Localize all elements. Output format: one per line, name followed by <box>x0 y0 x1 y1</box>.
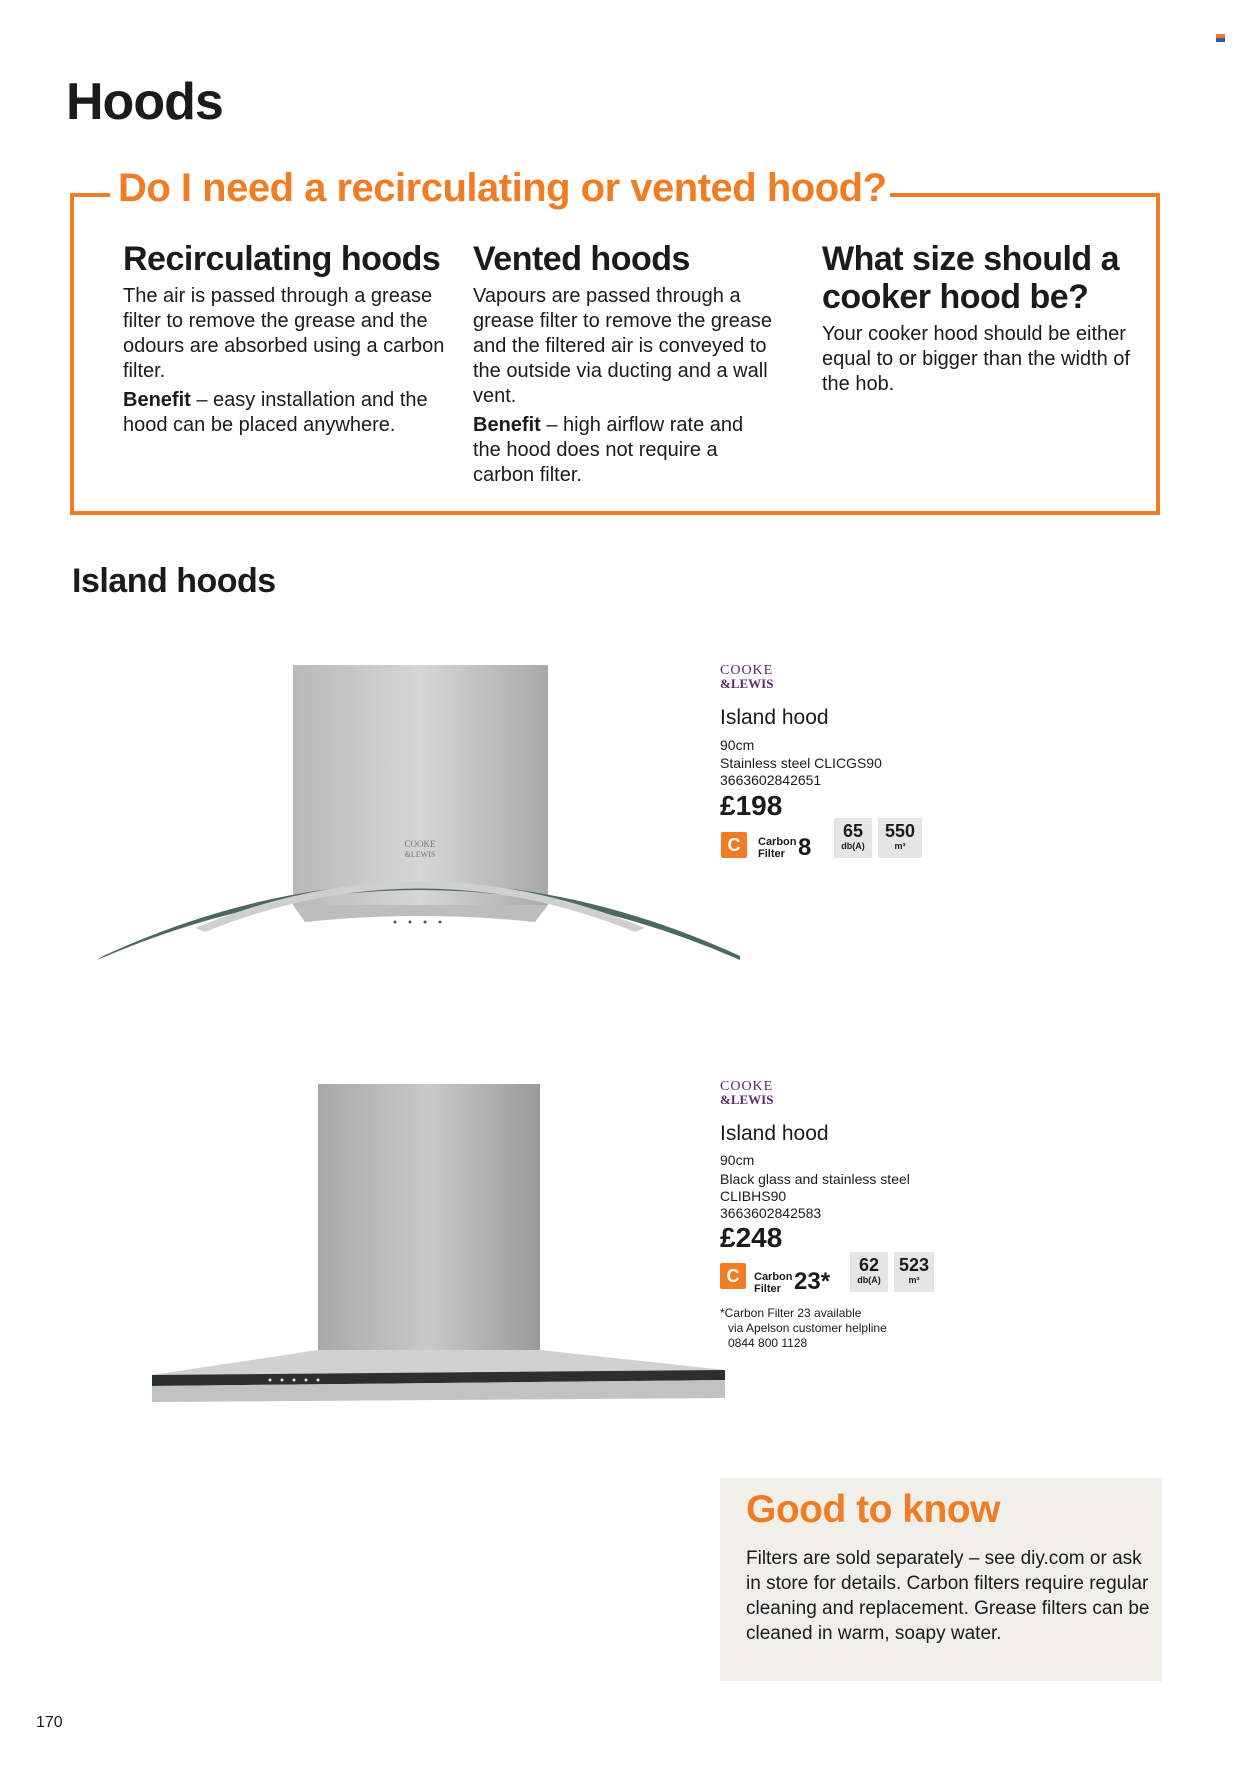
box-border-segment <box>70 193 110 197</box>
carbon-filter-number: 8 <box>798 834 812 861</box>
brand-line: &LEWIS <box>720 676 774 691</box>
noise-value: 62 <box>858 1255 880 1275</box>
product-code: 3663602842583 <box>720 1205 822 1221</box>
noise-level-badge <box>834 818 872 858</box>
noise-level-badge <box>850 1252 888 1292</box>
column-heading: Vented hoods <box>473 240 690 278</box>
island-hood-image <box>95 660 745 970</box>
good-to-know-title: Good to know <box>746 1488 1000 1531</box>
brand-line: &LEWIS <box>720 1092 774 1107</box>
noise-unit: db(A) <box>841 841 865 851</box>
column-heading: What size should a cooker hood be? <box>822 240 1120 316</box>
column-benefit: Benefit – high airflow rate and the hood does not require a carbon filter. <box>473 414 744 486</box>
note-line: 0844 800 1128 <box>728 1336 808 1350</box>
carbon-filter-label: Carbon Filter <box>754 1271 793 1295</box>
product-size: 90cm <box>720 737 755 753</box>
brand-line: COOKE <box>720 663 774 678</box>
page-title: Hoods <box>66 73 223 131</box>
product-price: £248 <box>720 1222 783 1253</box>
question-title: Do I need a recirculating or vented hood? <box>118 166 887 210</box>
product-desc-2: CLIBHS90 <box>720 1188 787 1204</box>
product-desc: Stainless steel CLICGS90 <box>720 755 882 771</box>
energy-rating-badge: C <box>721 832 747 858</box>
column-benefit: Benefit – easy installation and the hood can be placed anywhere. <box>123 389 428 436</box>
airflow-value: 523 <box>898 1255 930 1275</box>
column-body: Vapours are passed through a grease filter to remove the grease and the filtered air is conveyed to the outside via ducting and a wall vent. <box>473 285 773 407</box>
flag-icon <box>1216 34 1225 42</box>
column-heading: Recirculating hoods <box>123 240 441 278</box>
energy-rating-badge: C <box>720 1263 746 1289</box>
box-border-segment <box>890 193 1160 197</box>
noise-value: 65 <box>842 821 864 841</box>
recirculating-column <box>123 240 453 438</box>
page-number: 170 <box>36 1714 63 1731</box>
carbon-filter-number: 23* <box>794 1268 831 1295</box>
airflow-badge <box>878 818 922 858</box>
product-name: Island hood <box>720 706 829 729</box>
column-body: Your cooker hood should be either equal to or bigger than the width of the hob. <box>822 323 1130 395</box>
product-size: 90cm <box>720 1152 755 1168</box>
product-desc: Black glass and stainless steel <box>720 1171 910 1187</box>
product-price: £198 <box>720 790 783 821</box>
note-line: via Apelson customer helpline <box>728 1321 887 1335</box>
brand-logo <box>720 1080 773 1106</box>
vented-column <box>473 240 773 488</box>
airflow-badge <box>894 1252 934 1292</box>
airflow-value: 550 <box>884 821 916 841</box>
section-title: Island hoods <box>72 562 276 600</box>
island-hood-image <box>150 1080 730 1410</box>
note-line: *Carbon Filter 23 available <box>720 1306 862 1320</box>
size-column <box>822 240 1132 397</box>
good-to-know-panel <box>720 1478 1162 1681</box>
image-brand-mark: COOKE <box>404 839 436 849</box>
carbon-filter-note <box>720 1306 887 1351</box>
brand-line: COOKE <box>720 1079 774 1094</box>
noise-unit: db(A) <box>857 1275 881 1285</box>
column-body: The air is passed through a grease filter to remove the grease and the odours are absorbed using a carbon filter. <box>123 285 445 382</box>
airflow-unit: m³ <box>908 1275 920 1285</box>
good-to-know-body: Filters are sold separately – see diy.com or ask in store for details. Carbon filters require regular cleaning and replacement. Grease filters can be cleaned in warm, soapy water. <box>746 1548 1150 1644</box>
airflow-unit: m³ <box>894 841 906 851</box>
product-code: 3663602842651 <box>720 772 822 788</box>
brand-logo <box>720 664 773 690</box>
product-name: Island hood <box>720 1122 829 1145</box>
image-brand-mark: &LEWIS <box>404 850 436 859</box>
carbon-filter-label: Carbon Filter <box>758 836 797 860</box>
